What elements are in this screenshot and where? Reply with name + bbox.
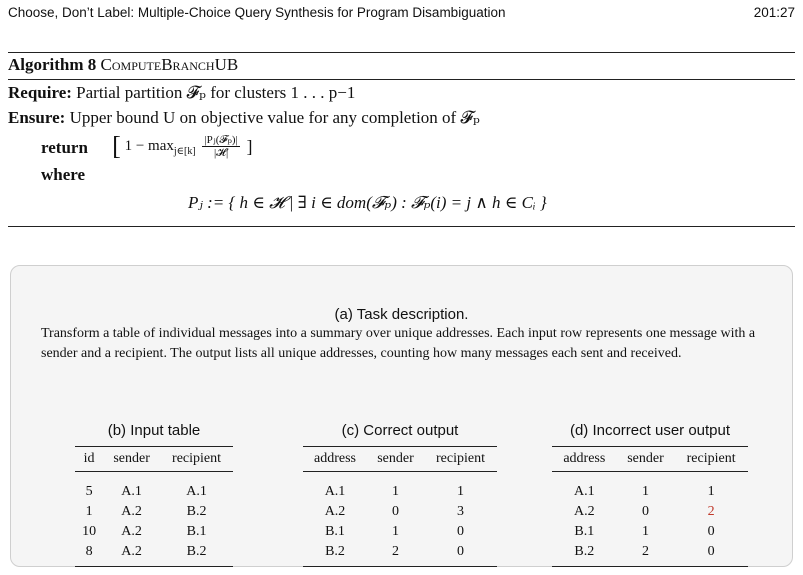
correct-output-caption: (c) Correct output: [341, 422, 459, 439]
return-prefix: 1 − max: [124, 138, 174, 154]
table-cell: A.1: [186, 484, 207, 499]
where-equation: Pⱼ := { h ∈ 𝓗 | ∃ i ∈ dom(𝓕ₚ) : 𝓕ₚ(i) = j ∧ h ∈ Cᵢ }: [188, 193, 547, 212]
table-cell: A.2: [574, 504, 595, 519]
correct-output-block: [303, 422, 497, 567]
require-line: [8, 80, 795, 105]
table-cell: B.2: [574, 544, 595, 559]
running-header: [8, 5, 795, 25]
table-cell: B.2: [325, 544, 345, 559]
require-text: Partial partition 𝓕ₚ for clusters 1 . . . p−1: [76, 83, 356, 102]
table-row: [552, 542, 748, 567]
right-bracket-icon: ]: [246, 136, 253, 157]
table-cell: A.2: [121, 524, 142, 539]
algorithm-title: [8, 53, 795, 76]
table-cell: 0: [641, 504, 649, 519]
return-keyword: return: [41, 137, 88, 157]
ensure-line: [8, 105, 795, 130]
table-cell: A.1: [121, 484, 142, 499]
table-row: [552, 472, 748, 503]
table-cell: 2: [641, 544, 649, 559]
table-row: [75, 472, 233, 503]
table-cell: 1: [641, 484, 649, 499]
task-caption: (a) Task description.: [334, 306, 469, 323]
example-panel: [10, 265, 793, 567]
table-cell: 2: [392, 544, 400, 559]
ensure-text: Upper bound U on objective value for any completion of 𝓕ₚ: [69, 108, 480, 127]
table-cell: A.1: [574, 484, 595, 499]
input-table-caption: (b) Input table: [107, 422, 201, 439]
column-header: sender: [377, 451, 414, 466]
table-cell: B.1: [325, 524, 345, 539]
left-bracket-icon: [: [112, 131, 121, 161]
table-header-row: [303, 447, 497, 472]
table-cell: 0: [457, 544, 465, 559]
page-number: 201:27: [753, 5, 795, 20]
table-cell: A.2: [121, 544, 142, 559]
return-line: [8, 130, 795, 162]
column-header: sender: [113, 451, 150, 466]
table-cell: A.2: [324, 504, 346, 519]
algorithm-block: [8, 52, 795, 212]
table-cell: B.2: [186, 504, 207, 519]
table-cell: B.1: [186, 524, 207, 539]
column-header: address: [563, 451, 606, 466]
return-expression: [112, 130, 252, 168]
correct-output-table: [303, 446, 497, 567]
require-keyword: Require:: [8, 83, 72, 102]
column-header: recipient: [436, 451, 485, 466]
table-row: [552, 502, 748, 522]
table-cell: B.2: [186, 544, 207, 559]
table-cell: 10: [82, 524, 97, 539]
fraction-denominator: |𝓗|: [213, 147, 229, 160]
table-cell: 0: [457, 524, 465, 539]
input-table: [75, 446, 233, 567]
input-table-block: [75, 422, 233, 567]
table-row: [303, 472, 497, 503]
table-cell: 1: [707, 484, 715, 499]
table-cell: 0: [707, 544, 715, 559]
algorithm-name: ComputeBranchUB: [100, 55, 239, 74]
table-row: [75, 542, 233, 567]
table-cell: 8: [85, 544, 93, 559]
table-cell: 1: [457, 484, 465, 499]
table-cell: 0: [392, 504, 400, 519]
fraction-numerator: |Pⱼ(𝓕ₚ)|: [204, 134, 238, 147]
table-cell: B.1: [574, 524, 595, 539]
task-description: Transform a table of individual messages into a summary over unique addresses. Each input row represents one message with a sender and a recipient. The output lists all unique addresses, counting how many messages each sent and received.: [41, 326, 756, 361]
column-header: address: [314, 451, 356, 466]
table-cell: 1: [392, 484, 400, 499]
table-row: [552, 522, 748, 542]
algorithm-bottom-rule: [8, 226, 795, 227]
table-header-row: [75, 447, 233, 472]
table-row: [75, 522, 233, 542]
ensure-keyword: Ensure:: [8, 108, 66, 127]
running-title: Choose, Don’t Label: Multiple-Choice Query Synthesis for Program Disambiguation: [8, 5, 506, 20]
incorrect-output-block: [552, 422, 748, 567]
algorithm-label: Algorithm 8: [8, 55, 97, 74]
table-cell: 3: [457, 504, 465, 519]
incorrect-output-table: [552, 446, 748, 567]
table-row: [75, 502, 233, 522]
incorrect-output-caption: (d) Incorrect user output: [569, 422, 731, 439]
table-cell: 0: [707, 524, 715, 539]
table-row: [303, 502, 497, 522]
column-header: recipient: [172, 451, 222, 466]
return-subscript: j∈[k]: [173, 146, 196, 157]
column-header: sender: [627, 451, 664, 466]
table-row: [303, 522, 497, 542]
table-cell: 1: [641, 524, 649, 539]
table-header-row: [552, 447, 748, 472]
table-cell: 1: [392, 524, 400, 539]
table-cell: A.1: [324, 484, 346, 499]
table-row: [303, 542, 497, 567]
where-keyword: where: [41, 165, 86, 184]
table-cell: 5: [85, 484, 93, 499]
column-header: id: [83, 451, 95, 466]
highlighted-cell: 2: [707, 504, 715, 519]
return-fraction: [202, 134, 239, 159]
table-cell: A.2: [121, 504, 142, 519]
column-header: recipient: [686, 451, 736, 466]
table-cell: 1: [85, 504, 93, 519]
